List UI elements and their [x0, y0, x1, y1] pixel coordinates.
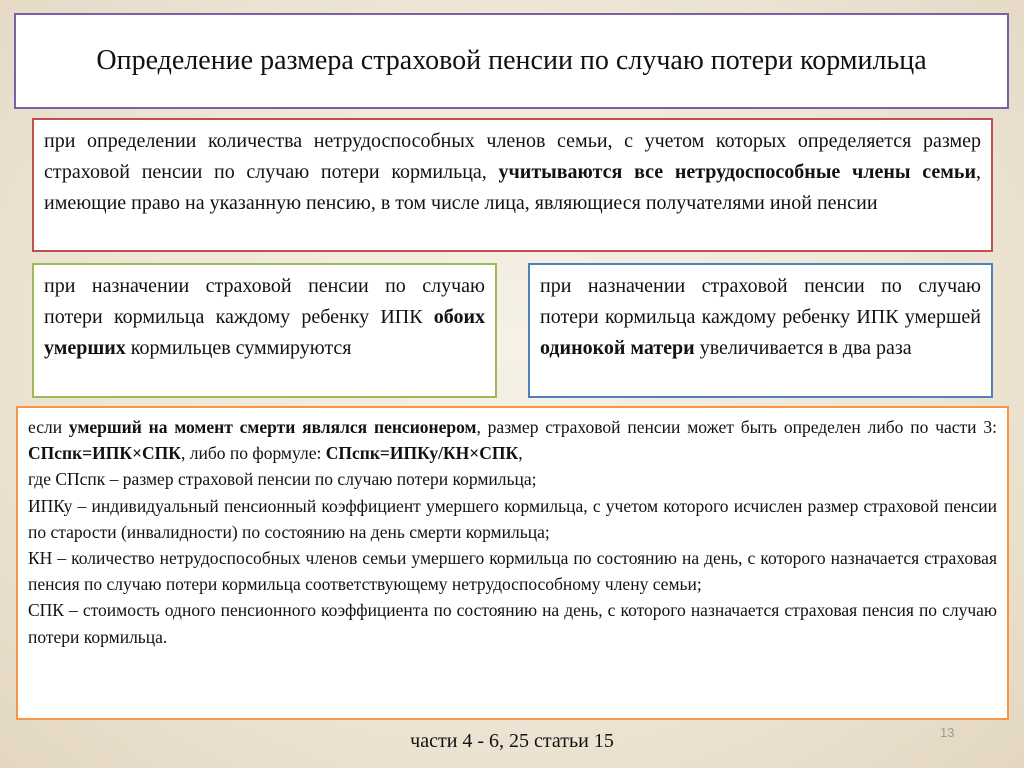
both-parents-bold: обоих умерших — [44, 306, 485, 359]
formula-one: СПспк=ИПК×СПК — [28, 443, 181, 464]
single-mother-text-before: при назначении страховой пенсии по случаю потери кормильца каждому ребенку ИПК умершей — [540, 275, 981, 328]
formula-intro-paragraph — [28, 414, 997, 466]
all-members-bold: учитываются все нетрудоспособные члены семьи — [498, 161, 976, 183]
slide-title: Определение размера страховой пенсии по случаю потери кормильца — [96, 45, 927, 76]
all-members-text-before: при определении количества нетрудоспособных членов семьи, с учетом которых определяется размер страховой пенсии по случаю потери кормильца, — [44, 130, 981, 183]
formula-two: СПспк=ИПКу/КН×СПК — [325, 443, 519, 464]
formula-intro-a: если — [28, 417, 69, 437]
definition-ipku: ИПКу – индивидуальный пенсионный коэффициент умершего кормильца, с учетом которого исчислен размер страховой пенсии по старости (инвалидности) по состоянию на день смерти кормильца; — [28, 495, 997, 542]
all-members-text-after: , имеющие право на указанную пенсию, в том числе лица, являющиеся получателями иной пенсии — [44, 161, 981, 214]
law-reference: части 4 - 6, 25 статьи 15 — [410, 730, 614, 752]
formula-intro-bold: умерший на момент смерти являлся пенсионером — [68, 417, 477, 437]
single-mother-text-after: увеличивается в два раза — [694, 337, 912, 359]
both-parents-block — [32, 263, 497, 398]
title-box — [14, 13, 1009, 109]
formula-intro-d: , — [518, 443, 523, 464]
pensioner-formula-block — [16, 406, 1009, 720]
single-mother-bold: одинокой матери — [540, 337, 695, 359]
all-family-members-block — [32, 118, 993, 252]
page-number: 13 — [940, 725, 955, 740]
definition-kn: КН – количество нетрудоспособных членов семьи умершего кормильца по состоянию на день, с которого назначается страховая пенсия по случаю потери кормильца соответствующему нетрудоспособному члену семьи; — [28, 548, 997, 595]
formula-intro-b: , размер страховой пенсии может быть определен либо по части 3: — [476, 417, 997, 437]
formula-intro-c: , либо по формуле: — [180, 443, 326, 464]
single-mother-block — [528, 263, 993, 398]
both-parents-text-after: кормильцев суммируются — [125, 337, 352, 359]
definition-spspk: где СПспк – размер страховой пенсии по случаю потери кормильца; — [28, 469, 537, 490]
both-parents-text-before: при назначении страховой пенсии по случаю потери кормильца каждому ребенку ИПК — [44, 275, 485, 328]
definition-spk: СПК – стоимость одного пенсионного коэффициента по состоянию на день, с которого назначается страховая пенсия по случаю потери кормильца. — [28, 600, 997, 647]
